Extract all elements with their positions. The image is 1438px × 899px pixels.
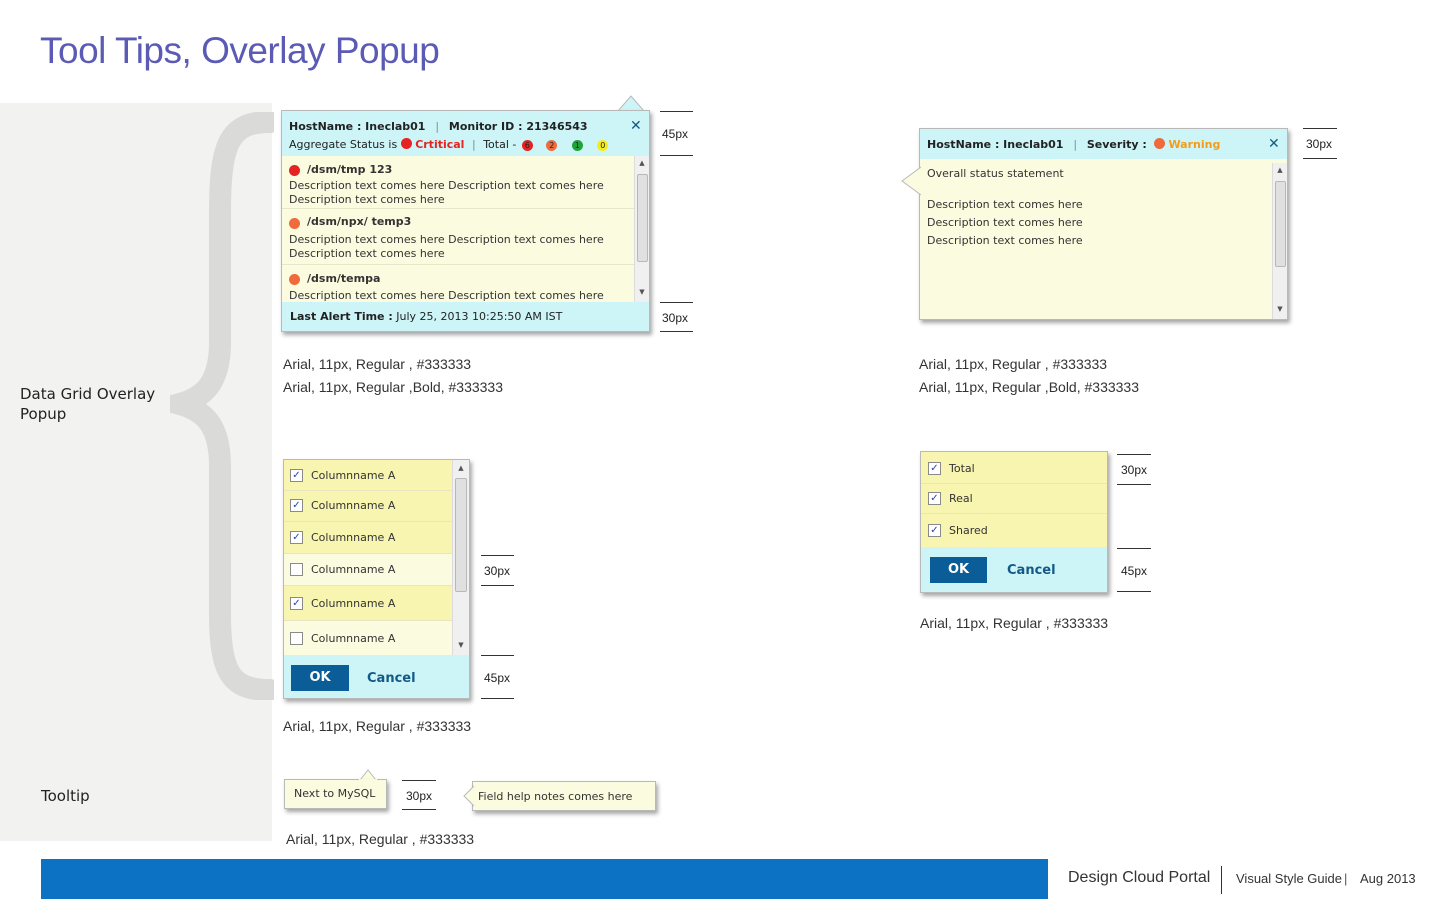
count-minor[interactable]: 1 xyxy=(572,140,583,151)
scroll-down-icon[interactable]: ▼ xyxy=(639,288,645,296)
column-chooser-popup xyxy=(283,459,470,699)
scroll-up-icon[interactable]: ▲ xyxy=(639,159,645,167)
list-item[interactable] xyxy=(282,265,634,302)
column-label: Columnname A xyxy=(311,469,396,482)
popup-footer xyxy=(284,655,469,698)
checkbox[interactable]: ✓ xyxy=(290,469,303,482)
critical-dot-icon xyxy=(401,138,412,149)
dimension-line xyxy=(481,698,514,699)
desc-line: Description text comes here xyxy=(927,198,1083,211)
column-label: Columnname A xyxy=(311,563,396,576)
monitor-id-label: Monitor ID : 21346543 xyxy=(448,120,588,133)
dimension-line xyxy=(660,155,693,156)
dimension-label: 30px xyxy=(484,564,511,578)
count-clear[interactable]: 0 xyxy=(597,140,608,151)
cancel-button[interactable]: Cancel xyxy=(1007,563,1056,578)
dimension-line xyxy=(1303,158,1337,159)
list-item[interactable] xyxy=(284,621,452,655)
footer-divider xyxy=(1221,866,1222,894)
scroll-down-icon[interactable]: ▼ xyxy=(458,641,464,649)
data-grid-label: Data Grid Overlay Popup xyxy=(20,385,156,423)
column-label: Columnname A xyxy=(311,499,396,512)
dimension-line xyxy=(1117,591,1151,592)
font-note: Arial, 11px, Regular ,Bold, #333333 xyxy=(283,379,503,395)
font-note: Arial, 11px, Regular , #333333 xyxy=(283,718,472,734)
grid-overlay-popup xyxy=(281,110,650,332)
list-item[interactable] xyxy=(921,452,1107,484)
list-item[interactable] xyxy=(284,586,452,621)
close-icon[interactable]: ✕ xyxy=(1268,136,1280,152)
footer-separator: | xyxy=(1344,871,1348,886)
popup-footer xyxy=(921,547,1107,592)
footer-portal: Design Cloud Portal xyxy=(1068,869,1211,886)
dimension-line xyxy=(1117,548,1151,549)
scrollbar[interactable] xyxy=(452,460,469,655)
tooltip-label: Tooltip xyxy=(41,787,90,805)
scroll-thumb[interactable] xyxy=(455,478,467,592)
count-major[interactable]: 2 xyxy=(546,140,557,151)
list-item[interactable] xyxy=(284,522,452,554)
list-item[interactable] xyxy=(284,491,452,522)
list-item[interactable] xyxy=(282,156,634,209)
font-note: Arial, 11px, Regular , #333333 xyxy=(286,831,475,847)
list-item[interactable] xyxy=(284,554,452,586)
popup-pointer xyxy=(617,95,645,111)
dimension-line xyxy=(402,780,436,781)
dimension-line xyxy=(660,302,693,303)
checkbox[interactable]: ✓ xyxy=(290,597,303,610)
dimension-line xyxy=(481,555,514,556)
scrollbar[interactable] xyxy=(634,156,649,302)
critical-dot-icon xyxy=(289,165,300,176)
dimension-label: 45px xyxy=(662,127,689,141)
checkbox[interactable] xyxy=(290,632,303,645)
list-item[interactable] xyxy=(921,514,1107,547)
column-label: Columnname A xyxy=(311,597,396,610)
option-label: Total xyxy=(949,462,975,475)
item-desc: Description text comes here xyxy=(289,247,445,260)
footer-guide: Visual Style Guide xyxy=(1236,871,1342,886)
scroll-down-icon[interactable]: ▼ xyxy=(1277,305,1283,313)
count-critical[interactable]: 6 xyxy=(522,140,533,151)
list-item[interactable] xyxy=(921,484,1107,514)
checkbox[interactable]: ✓ xyxy=(290,499,303,512)
tooltip-help xyxy=(472,781,656,811)
dimension-label: 30px xyxy=(1306,137,1333,151)
aggregate-value: Crtitical xyxy=(415,138,465,151)
checkbox[interactable]: ✓ xyxy=(928,462,941,475)
item-title: /dsm/npx/ temp3 xyxy=(307,215,412,228)
footer-date: Aug 2013 xyxy=(1360,871,1416,886)
font-note: Arial, 11px, Regular , #333333 xyxy=(283,356,472,372)
font-note: Arial, 11px, Regular , #333333 xyxy=(919,356,1108,372)
scroll-up-icon[interactable]: ▲ xyxy=(458,464,464,472)
dimension-line xyxy=(1117,484,1151,485)
severity-overlay-popup xyxy=(919,128,1288,320)
tooltip-mysql xyxy=(284,779,387,809)
hostname-label: HostName : Ineclab01 xyxy=(289,120,426,133)
status-statement: Overall status statement xyxy=(927,167,1064,180)
footer-bar xyxy=(41,859,1048,899)
column-label: Columnname A xyxy=(311,531,396,544)
popup-pointer xyxy=(901,166,921,196)
checkbox[interactable] xyxy=(290,563,303,576)
popup-header: HostName : Ineclab01 | Monitor ID : 21346543 Aggregate Status is Crtitical | Total - 6 2 1 0 ✕ xyxy=(282,111,649,156)
total-label: Total - xyxy=(483,138,517,151)
dimension-line xyxy=(402,809,436,810)
option-label: Shared xyxy=(949,524,988,537)
column-label: Columnname A xyxy=(311,632,396,645)
dimension-line xyxy=(481,655,514,656)
dimension-line xyxy=(481,585,514,586)
tooltip-text: Next to MySQL xyxy=(294,787,376,800)
tooltip-border xyxy=(377,779,386,780)
tooltip-pointer xyxy=(463,785,474,807)
last-alert-label: Last Alert Time : xyxy=(290,310,393,323)
scroll-thumb[interactable] xyxy=(1275,181,1286,267)
checkbox[interactable]: ✓ xyxy=(290,531,303,544)
dimension-line xyxy=(660,331,693,332)
cancel-button[interactable]: Cancel xyxy=(367,671,416,686)
dimension-label: 30px xyxy=(406,789,433,803)
list-item[interactable] xyxy=(282,209,634,265)
dimension-line xyxy=(660,111,693,112)
last-alert-value: July 25, 2013 10:25:50 AM IST xyxy=(396,310,563,323)
warning-dot-icon xyxy=(1154,138,1165,149)
tooltip-border xyxy=(285,779,359,780)
dimension-line xyxy=(1303,128,1337,129)
popup-header: HostName : Ineclab01 | Severity : Warning ✕ xyxy=(920,129,1287,159)
dimension-label: 45px xyxy=(484,671,511,685)
item-desc: Description text comes here Description text comes here xyxy=(289,233,604,246)
page-title: Tool Tips, Overlay Popup xyxy=(40,30,440,71)
column-list xyxy=(284,460,452,655)
scroll-thumb[interactable] xyxy=(637,174,648,262)
dimension-label: 30px xyxy=(1121,463,1148,477)
item-title: /dsm/tempa xyxy=(307,272,381,285)
popup-footer xyxy=(282,302,649,331)
dimension-line xyxy=(1117,454,1151,455)
desc-line: Description text comes here xyxy=(927,234,1083,247)
tooltip-text: Field help notes comes here xyxy=(478,790,633,803)
list-item[interactable] xyxy=(284,460,452,491)
font-note: Arial, 11px, Regular , #333333 xyxy=(920,615,1109,631)
checkbox[interactable]: ✓ xyxy=(928,524,941,537)
severity-value: Warning xyxy=(1168,138,1221,151)
type-chooser-popup xyxy=(920,451,1108,593)
checkbox[interactable]: ✓ xyxy=(928,492,941,505)
dimension-label: 30px xyxy=(662,311,689,325)
hostname-label: HostName : Ineclab01 xyxy=(927,138,1064,151)
major-dot-icon xyxy=(289,274,300,285)
item-desc: Description text comes here xyxy=(289,193,445,206)
option-label: Real xyxy=(949,492,973,505)
item-desc: Description text comes here Description text comes here xyxy=(289,179,604,192)
curly-brace xyxy=(170,112,274,700)
alert-list xyxy=(282,156,634,302)
ok-button[interactable]: OK xyxy=(930,557,987,583)
desc-line: Description text comes here xyxy=(927,216,1083,229)
dimension-label: 45px xyxy=(1121,564,1148,578)
scrollbar[interactable] xyxy=(1272,163,1287,319)
major-dot-icon xyxy=(289,218,300,229)
ok-button[interactable]: OK xyxy=(291,665,349,691)
scroll-up-icon[interactable]: ▲ xyxy=(1277,166,1283,174)
item-desc: Description text comes here Description text comes here xyxy=(289,289,604,302)
severity-label: Severity : xyxy=(1086,138,1147,151)
close-icon[interactable]: ✕ xyxy=(630,118,642,134)
font-note: Arial, 11px, Regular ,Bold, #333333 xyxy=(919,379,1139,395)
aggregate-label: Aggregate Status is xyxy=(289,138,398,151)
item-title: /dsm/tmp 123 xyxy=(307,163,393,176)
